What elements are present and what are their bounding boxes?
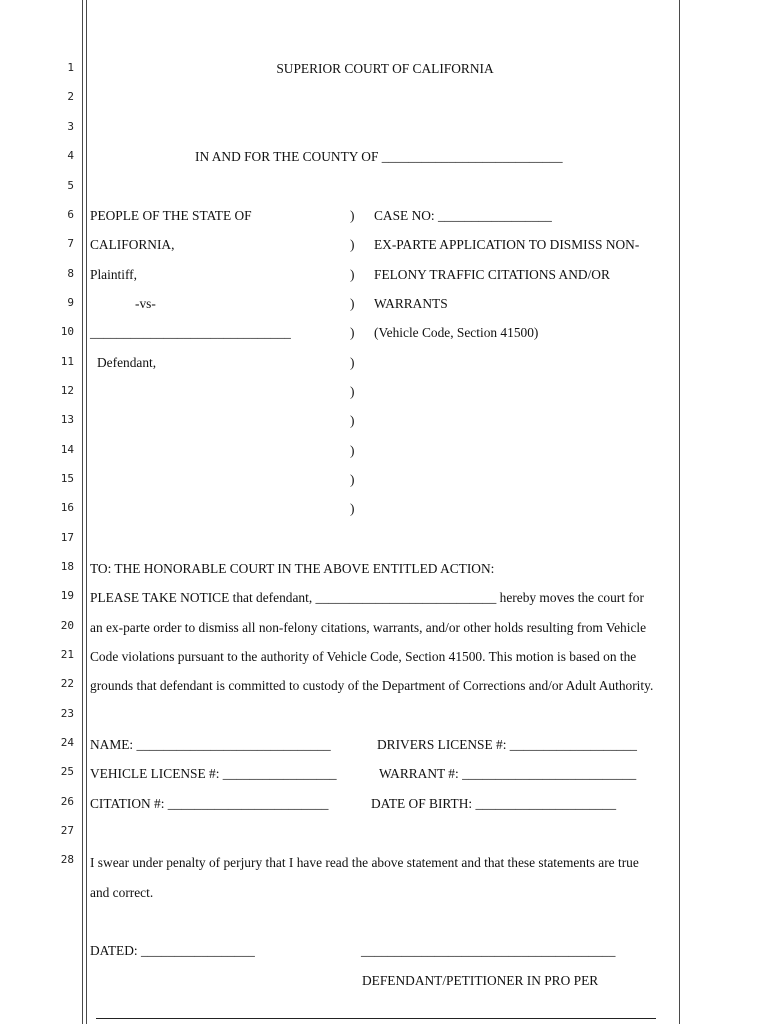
line-number: 26 xyxy=(60,795,74,808)
defendant-label: Defendant, xyxy=(97,355,157,370)
vehicle-license-field: VEHICLE LICENSE #: _________________ xyxy=(90,766,337,781)
plaintiff-name-line2: CALIFORNIA, xyxy=(90,237,175,252)
line-number: 5 xyxy=(67,179,74,192)
line-number: 2 xyxy=(67,90,74,103)
right-margin-rule xyxy=(679,0,680,1024)
line-number: 8 xyxy=(67,267,74,280)
motion-paragraph-line4: grounds that defendant is committed to custody of the Department of Corrections and/or Adult Authority. xyxy=(90,678,654,693)
line-number: 24 xyxy=(60,736,74,749)
motion-paragraph-line3: Code violations pursuant to the authority of Vehicle Code, Section 41500. This motion is based on the xyxy=(90,649,637,664)
caption-paren: ) xyxy=(350,296,355,311)
caption-paren: ) xyxy=(350,443,355,458)
line-number: 28 xyxy=(60,853,74,866)
line-number: 11 xyxy=(60,355,74,368)
versus-label: -vs- xyxy=(135,296,156,311)
name-field: NAME: _____________________________ xyxy=(90,737,331,752)
oath-line1: I swear under penalty of perjury that I have read the above statement and that these statements are true xyxy=(90,855,639,870)
line-number: 20 xyxy=(60,619,74,632)
line-number: 6 xyxy=(67,208,74,221)
warrant-field: WARRANT #: __________________________ xyxy=(379,766,637,781)
dated-field: DATED: _________________ xyxy=(90,943,255,958)
line-number: 22 xyxy=(60,677,74,690)
footer-rule xyxy=(96,1018,656,1019)
line-number: 17 xyxy=(60,531,74,544)
motion-paragraph-line2: an ex-parte order to dismiss all non-felony citations, warrants, and/or other holds resulting from Vehicle xyxy=(90,620,647,635)
caption-paren: ) xyxy=(350,267,355,282)
line-number: 7 xyxy=(67,237,74,250)
left-margin-rule-inner xyxy=(86,0,87,1024)
document-title-line3: WARRANTS xyxy=(374,296,448,311)
signature-line: ______________________________________ xyxy=(361,943,616,958)
line-number: 15 xyxy=(60,472,74,485)
caption-paren: ) xyxy=(350,355,355,370)
line-number: 14 xyxy=(60,443,74,456)
court-title: SUPERIOR COURT OF CALIFORNIA xyxy=(276,61,494,76)
caption-paren: ) xyxy=(350,384,355,399)
case-number-field: CASE NO: _________________ xyxy=(374,208,552,223)
addressee-line: TO: THE HONORABLE COURT IN THE ABOVE ENTITLED ACTION: xyxy=(90,561,495,576)
motion-paragraph-line1: PLEASE TAKE NOTICE that defendant, ___________________________ hereby moves the court for xyxy=(90,590,644,605)
line-number: 25 xyxy=(60,765,74,778)
line-number: 27 xyxy=(60,824,74,837)
line-number: 10 xyxy=(60,325,74,338)
line-number: 23 xyxy=(60,707,74,720)
citation-field: CITATION #: ________________________ xyxy=(90,796,329,811)
document-title-line2: FELONY TRAFFIC CITATIONS AND/OR xyxy=(374,267,610,282)
caption-paren: ) xyxy=(350,472,355,487)
line-number: 9 xyxy=(67,296,74,309)
caption-paren: ) xyxy=(350,325,355,340)
signer-role: DEFENDANT/PETITIONER IN PRO PER xyxy=(362,973,599,988)
left-margin-rule-outer xyxy=(82,0,83,1024)
line-number: 12 xyxy=(60,384,74,397)
oath-line2: and correct. xyxy=(90,885,154,900)
caption-paren: ) xyxy=(350,413,355,428)
caption-paren: ) xyxy=(350,501,355,516)
line-number: 21 xyxy=(60,648,74,661)
line-number: 19 xyxy=(60,589,74,602)
defendant-name-blank: ______________________________ xyxy=(90,325,291,340)
line-number: 16 xyxy=(60,501,74,514)
line-number: 13 xyxy=(60,413,74,426)
plaintiff-name-line1: PEOPLE OF THE STATE OF xyxy=(90,208,252,223)
document-title-line1: EX-PARTE APPLICATION TO DISMISS NON- xyxy=(374,237,640,252)
caption-paren: ) xyxy=(350,208,355,223)
line-number: 1 xyxy=(67,61,74,74)
caption-paren: ) xyxy=(350,237,355,252)
county-line: IN AND FOR THE COUNTY OF ___________________________ xyxy=(195,149,563,164)
line-number: 18 xyxy=(60,560,74,573)
line-number: 4 xyxy=(67,149,74,162)
plaintiff-label: Plaintiff, xyxy=(90,267,137,282)
statute-reference: (Vehicle Code, Section 41500) xyxy=(374,325,539,340)
line-number: 3 xyxy=(67,120,74,133)
drivers-license-field: DRIVERS LICENSE #: ___________________ xyxy=(377,737,638,752)
date-of-birth-field: DATE OF BIRTH: _____________________ xyxy=(371,796,617,811)
